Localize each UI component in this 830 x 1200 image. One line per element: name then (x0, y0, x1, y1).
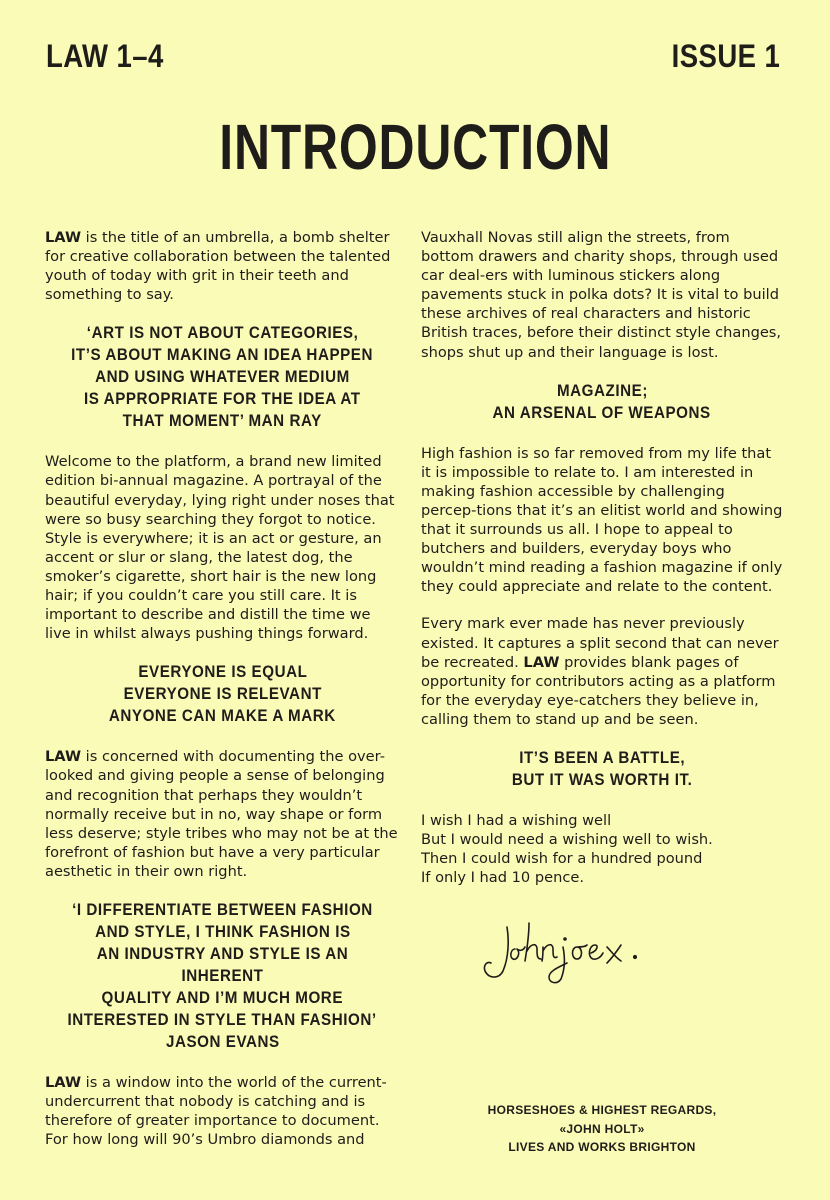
right-column (421, 228, 783, 992)
wishing-well-poem: I wish I had a wishing well But I would need a wishing well to wish. Then I could wish for a hundred pound If only I had 10 pence. (421, 811, 713, 887)
documenting-paragraph: LAW is concerned with documenting the over-looked and giving people a sense of belonging and recognition that perhaps they wouldn’t normally receive but in no, way shape or form less deserve; style tribes who may not be at the forefront of fashion but have a very particular aesthetic in their own right. (45, 748, 398, 880)
window-paragraph: LAW is a window into the world of the current-undercurrent that nobody is catching and is therefore of greater importance to document. For how long will 90’s Umbro diamonds and (45, 1073, 387, 1149)
issue-number-label: ISSUE 1 (671, 38, 780, 74)
handwritten-signature (421, 917, 783, 992)
battle-heading: IT’S BEEN A BATTLE, BUT IT WAS WORTH IT. (511, 748, 693, 789)
left-column (45, 228, 400, 1149)
man-ray-quote: ‘ART IS NOT ABOUT CATEGORIES, IT’S ABOUT MAKING AN IDEA HAPPEN AND USING WHATEVER MEDIUM IS APPROPRIATE FOR THE IDEA AT THAT MOMENT’ MAN RAY (71, 324, 374, 431)
every-mark-paragraph: Every mark ever made has never previously existed. It captures a split second that can never be recreated. LAW provides blank pages of opportunity for contributors acting as a platform for the everyday eye-catchers they believe in, calling them to stand up and be seen. (421, 615, 779, 728)
welcome-paragraph: Welcome to the platform, a brand new limited edition bi-annual magazine. A portrayal of the beautiful everyday, lying right under noses that were so busy searching they forgot to notice. Style is everywhere; it is an act or gesture, an accent or slur or slang, the latest dog, the smoker’s cigarette, short hair is the new long hair; if you couldn’t care you still care. It is important to describe and distill the time we live in whilst always pushing things forward. (45, 453, 395, 643)
high-fashion-paragraph: High fashion is so far removed from my life that it is impossible to relate to. I am interested in making fashion accessible by challenging percep-tions that it’s an elitist world and showing that it surrounds us all. I hope to appeal to butchers and builders, everyday boys who wouldn’t mind reading a fashion magazine if only they could appreciate and relate to the content. (421, 444, 783, 596)
author-credits: HORSESHOES & HIGHEST REGARDS, «JOHN HOLT» LIVES AND WORKS BRIGHTON (487, 1103, 717, 1155)
equality-heading: EVERYONE IS EQUAL EVERYONE IS RELEVANT ANYONE CAN MAKE A MARK (109, 663, 336, 726)
jason-evans-quote: ‘I DIFFERENTIATE BETWEEN FASHION AND STYLE, I THINK FASHION IS AN INDUSTRY AND STYLE IS AN INHERENT QUALITY AND I’M MUCH MORE INTERESTED IN STYLE THAN FASHION’ JASON EVANS (67, 900, 378, 1051)
arsenal-heading: MAGAZINE; AN ARSENAL OF WEAPONS (492, 381, 712, 422)
page-title: INTRODUCTION (218, 111, 612, 183)
archives-paragraph: Vauxhall Novas still align the streets, from bottom drawers and charity shops, through used car deal-ers with luminous stickers along pavements stuck in polka dots? It is vital to build these archives of real characters and historic British traces, before their distinct style changes, shops shut up and their language is lost. (421, 229, 782, 361)
issue-series-label: LAW 1–4 (46, 38, 164, 74)
intro-paragraph: LAW is the title of an umbrella, a bomb shelter for creative collaboration between the talented youth of today with grit in their teeth and something to say. (45, 229, 391, 304)
